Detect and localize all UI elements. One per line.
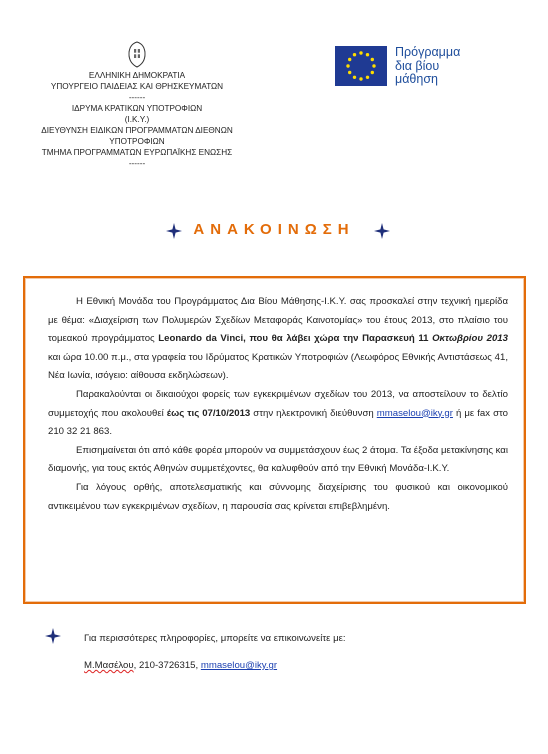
header-line: ΙΔΡΥΜΑ ΚΡΑΤΙΚΩΝ ΥΠΟΤΡΟΦΙΩΝ bbox=[71, 104, 203, 113]
announcement-body bbox=[48, 293, 508, 516]
program-name-line: μάθηση bbox=[395, 72, 438, 86]
star-icon bbox=[45, 628, 61, 644]
eu-flag-icon bbox=[335, 46, 387, 86]
text-run: ή με fax στο 210 32 21 863. bbox=[48, 407, 508, 438]
program-name-line: δια βίου bbox=[395, 58, 440, 73]
lifelong-learning-logo bbox=[335, 46, 495, 96]
paragraph-registration bbox=[48, 386, 508, 442]
text-run: Παρακαλούνται οι δικαιούχοι φορείς των εγκεκριμένων σχεδίων του 2013, να αποστείλουν το δελτίο συμμετοχής που ακολουθεί bbox=[48, 388, 508, 419]
star-icon bbox=[374, 223, 390, 239]
deadline-text: έως τις 07/10/2013 bbox=[166, 407, 251, 419]
issuer-header bbox=[22, 40, 252, 169]
email-link[interactable]: mmaselou@iky.gr bbox=[376, 407, 453, 419]
paragraph-attendance: Για λόγους ορθής, αποτελεσματικής και σύννομης διαχείρισης του φυσικού και οικονομικού αντικειμένου των εγκεκριμένων σχεδίων, η παρουσία σας κρίνεται επιβεβλημένη. bbox=[48, 481, 508, 512]
header-line: ΥΠΟΤΡΟΦΙΩΝ bbox=[109, 137, 165, 146]
paragraph-participants: Επισημαίνεται ότι από κάθε φορέα μπορούν να συμμετάσχουν έως 2 άτομα. Τα έξοδα μετακίνησης και διαμονής, για τους εκτός Αθηνών συμμετέχοντες, θα καλυφθούν από την Εθνική Μονάδα-Ι.Κ.Υ. bbox=[48, 444, 508, 475]
program-name-line: Πρόγραμμα bbox=[395, 45, 461, 59]
greek-emblem-icon bbox=[125, 40, 149, 68]
contact-lead: Για περισσότερες πληροφορίες, μπορείτε να επικοινωνείτε με: bbox=[84, 633, 346, 644]
text-run: και ώρα 10.00 π.μ., στα γραφεία του Ιδρύματος Κρατικών Υποτροφιών (Λεωφόρος Εθνικής Αντιστάσεως 41, Νέα Ιωνία, ισόγειο: αίθουσα εκδηλώσεων). bbox=[48, 351, 508, 382]
contact-phone: , 210-3726315, bbox=[133, 660, 201, 671]
contact-line bbox=[84, 660, 277, 671]
text-run: Η Εθνική Μονάδα του Προγράμματος Δια Βίου Μάθησης-Ι.Κ.Υ. σας προσκαλεί στην τεχνική ημερίδα με θέμα: «Διαχείριση των Πολυμερών Σχεδίων Μεταφοράς Καινοτομίας» του έτους 2013, στο πλαίσιο του τομεακού προγράμματος bbox=[48, 296, 508, 345]
header-line: ΤΜΗΜΑ ΠΡΟΓΡΑΜΜΑΤΩΝ ΕΥΡΩΠΑΪΚΗΣ ΕΝΩΣΗΣ bbox=[41, 148, 233, 157]
header-line: (Ι.Κ.Υ.) bbox=[124, 115, 150, 124]
header-line: ΕΛΛΗΝΙΚΗ ΔΗΜΟΚΡΑΤΙΑ bbox=[88, 71, 186, 80]
header-line: ΥΠΟΥΡΓΕΙΟ ΠΑΙΔΕΙΑΣ ΚΑΙ ΘΡΗΣΚΕΥΜΑΤΩΝ bbox=[50, 82, 224, 91]
header-separator: ------ bbox=[128, 93, 146, 102]
header-line: ΔΙΕΥΘΥΝΣΗ ΕΙΔΙΚΩΝ ΠΡΟΓΡΑΜΜΑΤΩΝ ΔΙΕΘΝΩΝ bbox=[41, 126, 233, 135]
header-separator: ------ bbox=[128, 159, 146, 168]
text-run-bold-italic: Οκτωβρίου 2013 bbox=[432, 333, 508, 345]
contact-name: Μ.Μασέλου bbox=[84, 660, 134, 671]
contact-email-link[interactable]: mmaselou@iky.gr bbox=[200, 660, 278, 671]
text-run: στην ηλεκτρονική διεύθυνση bbox=[250, 407, 377, 419]
program-name bbox=[395, 46, 460, 87]
paragraph-invitation bbox=[48, 293, 508, 386]
text-run-bold: Leonardo da Vinci, που θα λάβει χώρα την Παρασκευή 11 bbox=[158, 333, 433, 345]
announcement-title: ΑΝΑΚΟΙΝΩΣΗ bbox=[193, 221, 355, 238]
